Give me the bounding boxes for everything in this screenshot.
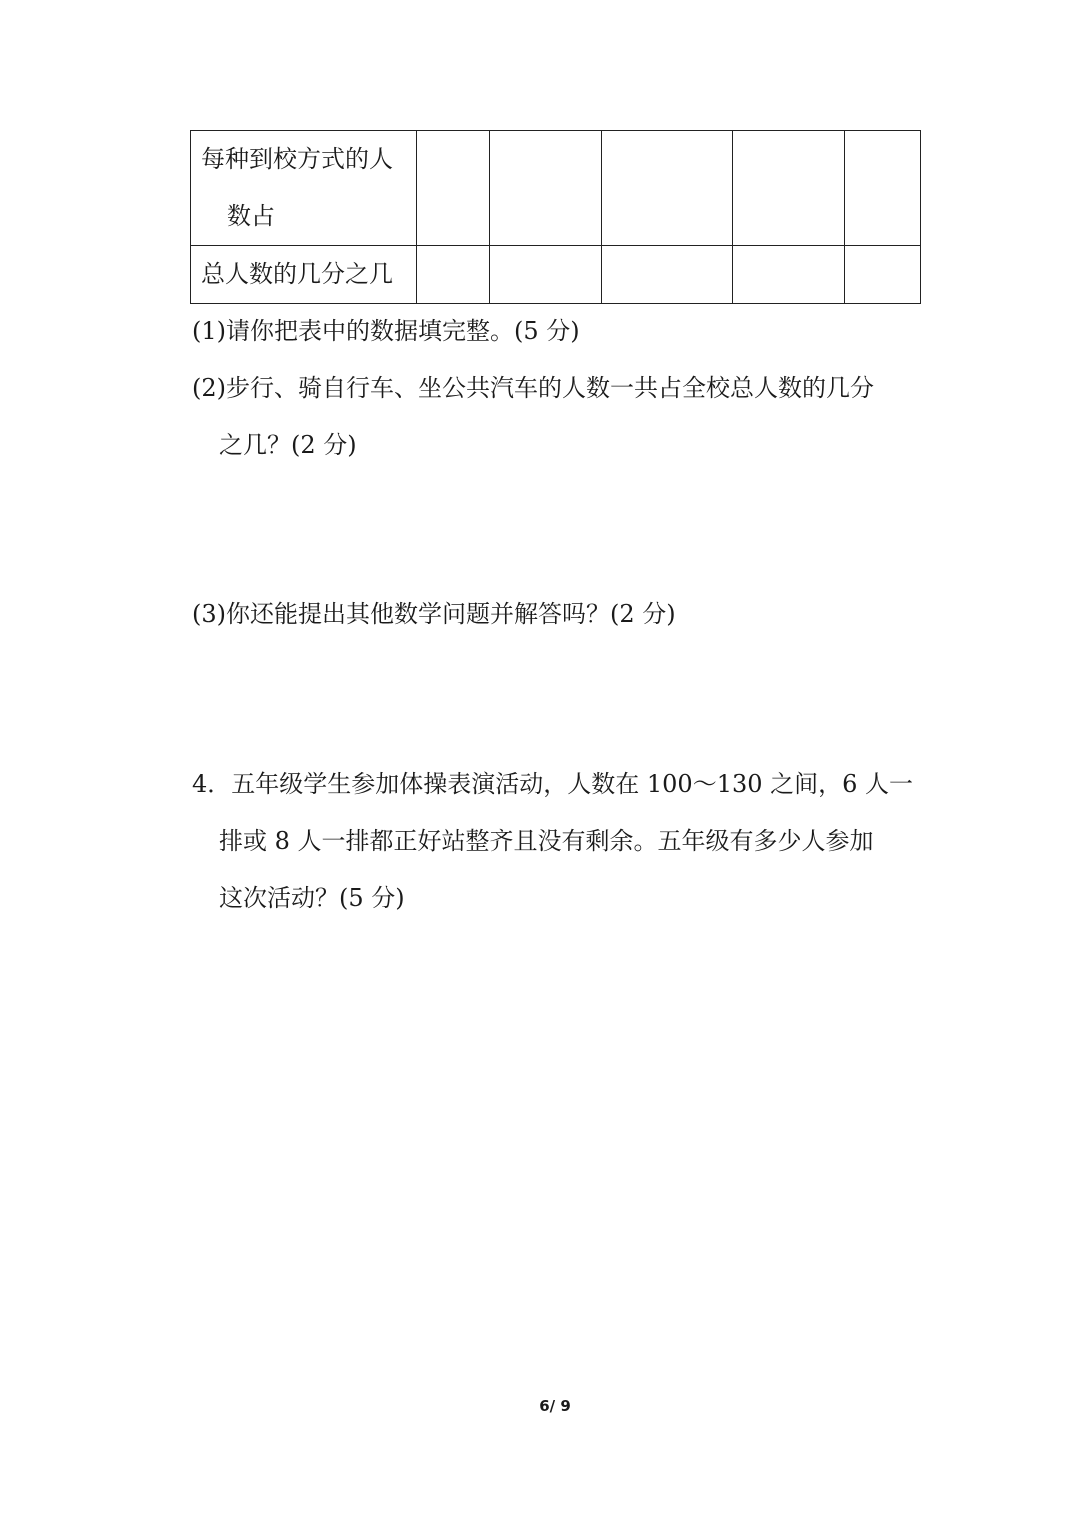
question-3: (3)你还能提出其他数学问题并解答吗？(2 分) [192, 600, 676, 628]
row-label-cell: 总人数的几分之几 [191, 246, 417, 304]
question-2-line: (2)步行、骑自行车、坐公共汽车的人数一共占全校总人数的几分 [192, 374, 874, 402]
page-number: 6/ 9 [539, 1397, 571, 1415]
table-row [191, 131, 921, 246]
question-1: (1)请你把表中的数据填完整。(5 分) [192, 317, 580, 345]
blank-cell[interactable] [733, 246, 845, 304]
blank-cell[interactable] [845, 246, 921, 304]
row-label-line: 每种到校方式的人 [201, 145, 393, 173]
question-2 [192, 360, 874, 474]
blank-cell[interactable] [845, 131, 921, 246]
question-4 [192, 756, 913, 927]
commute-table [190, 130, 921, 304]
blank-cell[interactable] [417, 131, 490, 246]
table-row [191, 246, 921, 304]
question-2-line: 之几？(2 分) [219, 431, 357, 459]
row-label-cell [191, 131, 417, 246]
question-4-line: 4．五年级学生参加体操表演活动，人数在 100～130 之间，6 人一 [192, 770, 914, 798]
question-4-line: 这次活动？(5 分) [219, 884, 405, 912]
blank-cell[interactable] [490, 246, 602, 304]
blank-cell[interactable] [733, 131, 845, 246]
row-label-line: 数占 [227, 202, 275, 230]
question-4-line: 排或 8 人一排都正好站整齐且没有剩余。五年级有多少人参加 [219, 827, 874, 855]
blank-cell[interactable] [417, 246, 490, 304]
blank-cell[interactable] [602, 246, 733, 304]
blank-cell[interactable] [602, 131, 733, 246]
blank-cell[interactable] [490, 131, 602, 246]
